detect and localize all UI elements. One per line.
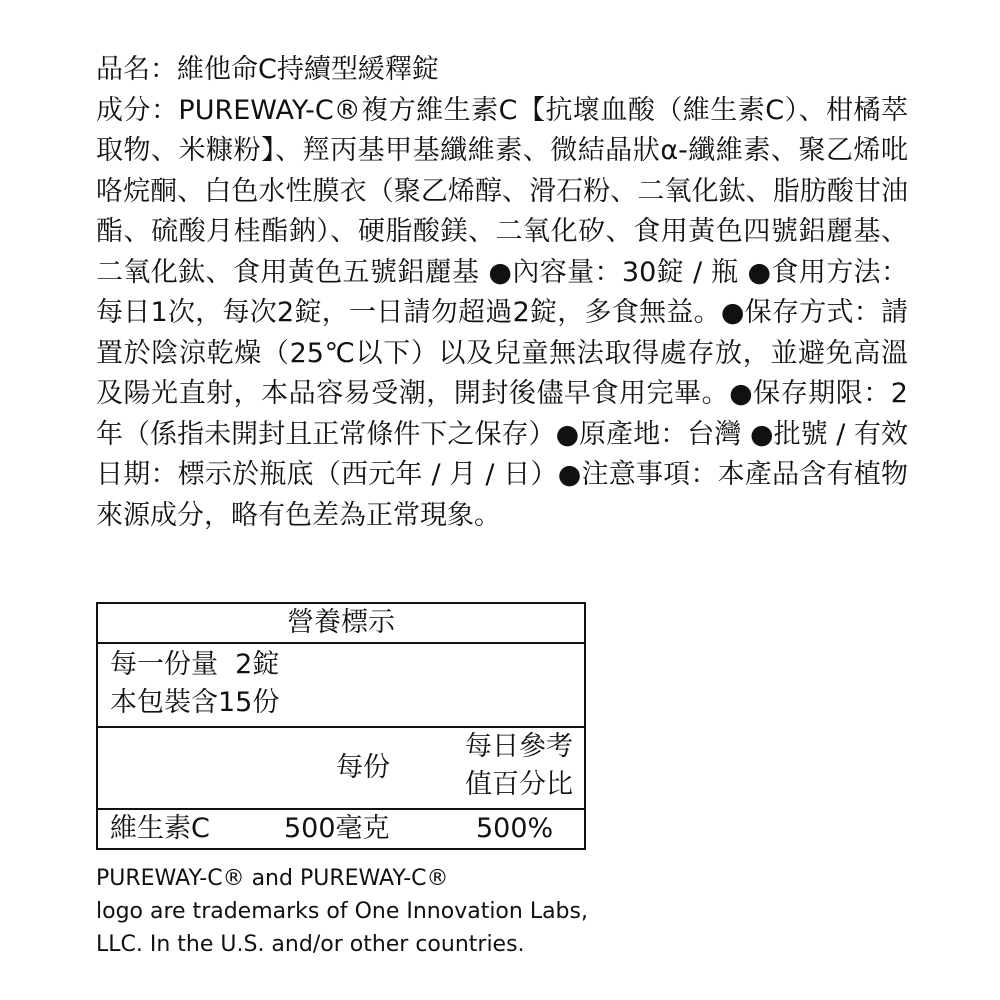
nutrition-facts-table	[96, 602, 586, 850]
origin: ●原產地：台灣	[555, 418, 742, 450]
nutrient-amount: 500毫克	[284, 813, 390, 844]
nutrient-daily-percent: 500%	[476, 813, 554, 844]
nutrient-row	[98, 810, 584, 848]
daily-value-header-line2: 值百分比	[465, 769, 573, 800]
usage-instructions: ●食用方法：每日1次，每次2錠，一日請勿超過2錠，多食無益。	[96, 256, 908, 328]
storage-instructions: ●保存方式：請置於陰涼乾燥（25℃以下）以及兒童無法取得處存放，並避免高溫及陽光直射，本品容易受潮，開封後儘早食用完畢。	[96, 297, 908, 409]
notice: ●注意事項：本產品含有植物來源成分，略有色差為正常現象。	[96, 459, 908, 531]
daily-value-header-line1: 每日參考	[465, 731, 573, 762]
nutrient-name: 維生素C	[110, 813, 210, 844]
nutrition-table-title: 營養標示	[98, 604, 584, 644]
batch-expiry: ●批號 / 有效日期：標示於瓶底（西元年 / 月 / 日）	[96, 418, 909, 490]
net-content: 內容量：30錠 / 瓶	[512, 256, 739, 288]
trademark-notice	[96, 862, 616, 961]
label-text-block	[96, 50, 908, 536]
daily-value-header	[453, 728, 573, 804]
shelf-life: ●保存期限：2年（係指未開封且正常條件下之保存）	[96, 378, 908, 450]
serving-size: 每一份量 2錠	[110, 649, 280, 680]
serving-info	[98, 644, 584, 728]
trademark-line-2: logo are trademarks of One Innovation Labs,	[96, 899, 588, 924]
servings-per-package: 本包裝含15份	[110, 687, 280, 718]
nutrition-table-header	[98, 728, 584, 810]
trademark-line-1: PUREWAY-C® and PUREWAY-C®	[96, 866, 449, 891]
per-serving-header: 每份	[336, 752, 390, 783]
trademark-line-3: LLC. In the U.S. and/or other countries.	[96, 932, 525, 957]
ingredients: 成分：PUREWAY-C®複方維生素C【抗壞血酸（維生素C）、柑橘萃取物、米糠粉】、羥丙基甲基纖維素、微結晶狀α-纖維素、聚乙烯吡咯烷酮、白色水性膜衣（聚乙烯醇、滑石粉、二氧化鈦、脂肪酸甘油酯、硫酸月桂酯鈉）、硬脂酸鎂、二氧化矽、食用黃色四號鋁麗基、二氧化鈦、食用黃色五號鋁麗基 ●	[96, 94, 908, 288]
product-name: 品名：維他命C持續型緩釋錠	[96, 54, 439, 85]
